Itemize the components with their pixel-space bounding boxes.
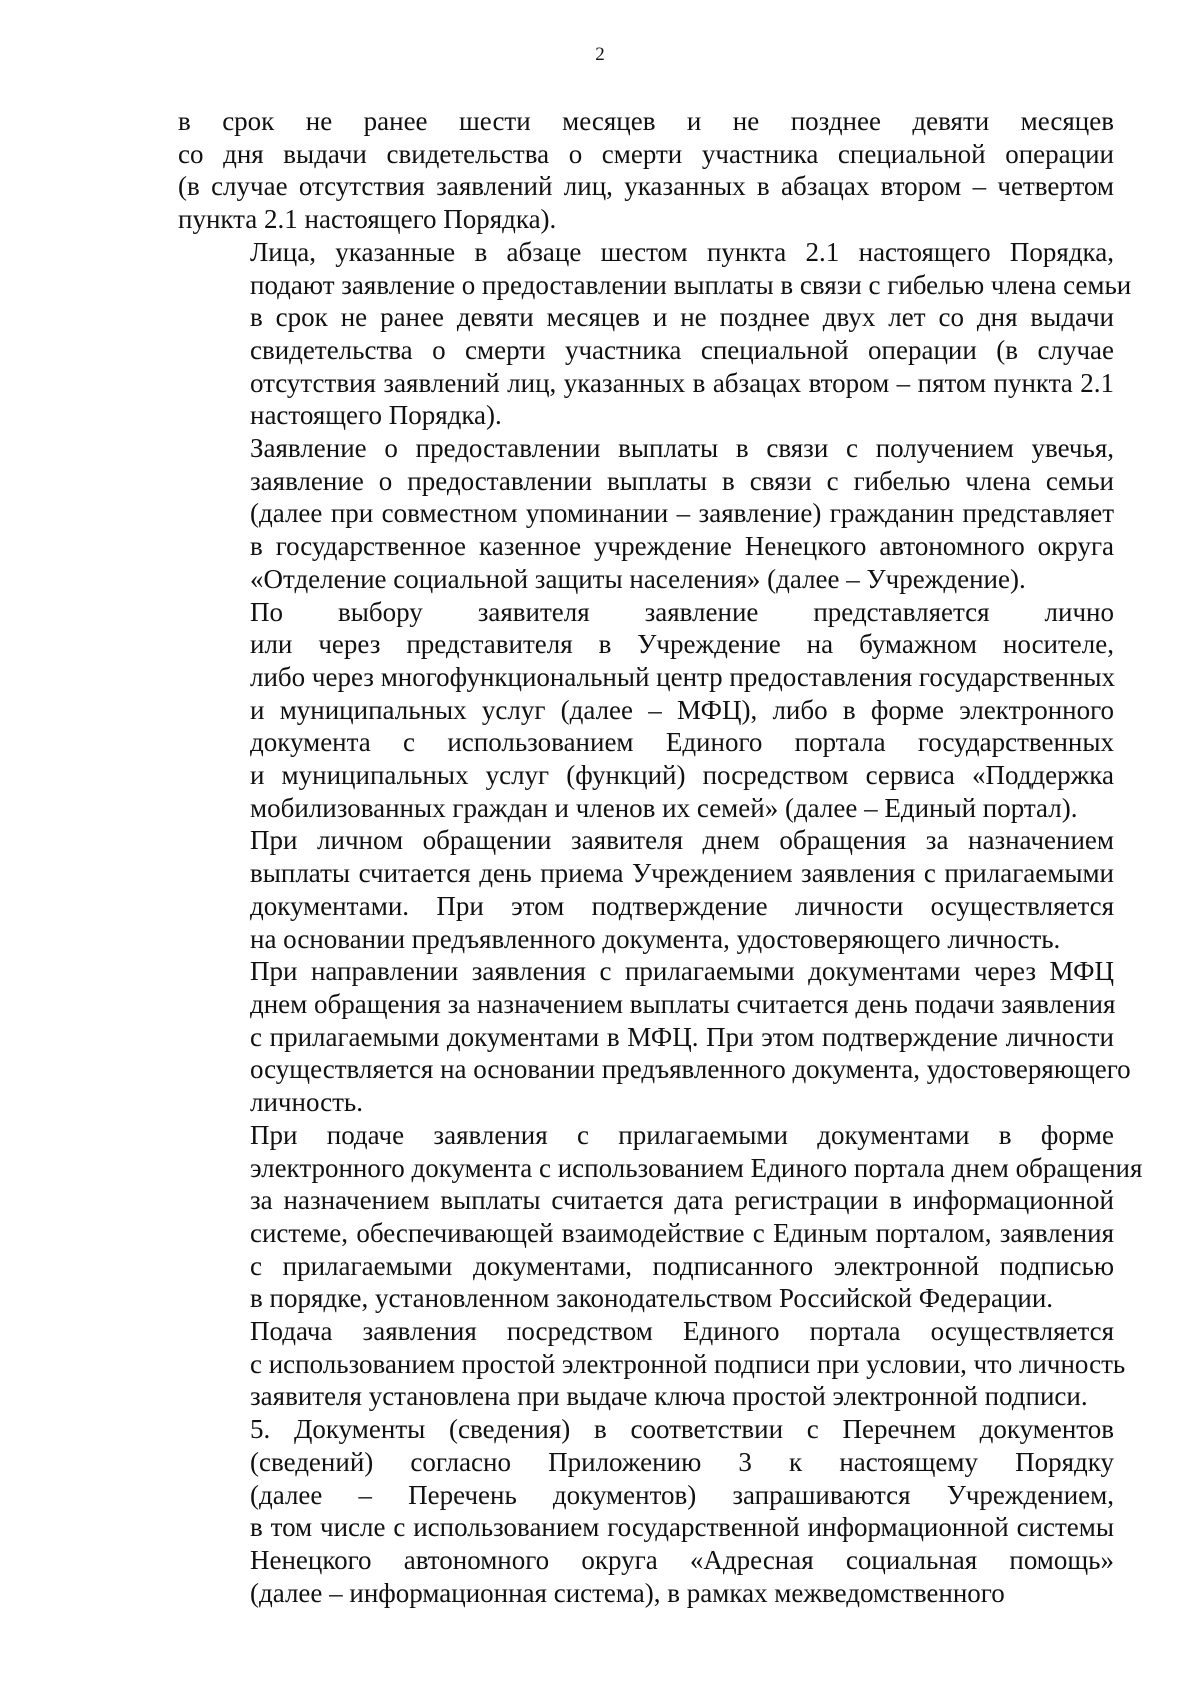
text-line: (далее – информационная система), в рамках межведомственного: [250, 1577, 1005, 1608]
text-line: днем обращения за назначением выплаты считается день подачи заявления: [250, 988, 1116, 1019]
text-line: Подача заявления посредством Единого портала осуществляется: [250, 1316, 1114, 1347]
text-line: (сведений) согласно Приложению 3 к настоящему Порядку: [250, 1446, 1114, 1477]
text-line: или через представителя в Учреждение на бумажном носителе,: [250, 629, 1114, 660]
text-line: По выбору заявителя заявление представляется лично: [250, 596, 1114, 627]
paragraph-6-via-mfc: [178, 955, 1131, 1119]
text-line: свидетельства о смерти участника специальной операции (в случае: [250, 334, 1114, 365]
text-line: в срок не ранее шести месяцев и не позднее девяти месяцев: [178, 106, 1114, 136]
text-line: Лица, указанные в абзаце шестом пункта 2.1 настоящего Порядка,: [250, 236, 1114, 267]
text-line: в порядке, установленном законодательством Российской Федерации.: [250, 1283, 1054, 1314]
document-body: [178, 105, 1143, 1609]
text-line: либо через многофункциональный центр предоставления государственных: [250, 661, 1116, 692]
text-line: пункта 2.1 настоящего Порядка).: [178, 204, 557, 235]
paragraph-5-personal-visit: [178, 824, 1114, 955]
text-line: заявление о предоставлении выплаты в связи с гибелью члена семьи: [250, 465, 1114, 496]
text-line: «Отделение социальной защиты населения» (далее – Учреждение).: [250, 563, 1026, 594]
text-line: 5. Документы (сведения) в соответствии с Перечнем документов: [250, 1414, 1114, 1445]
paragraph-1-application-deadline-continuation: [178, 105, 1114, 236]
text-line: системе, обеспечивающей взаимодействие с Единым порталом, заявления: [250, 1217, 1114, 1248]
text-line: мобилизованных граждан и членов их семей» (далее – Единый портал).: [250, 792, 1078, 823]
paragraph-7-electronic-submission: [178, 1119, 1143, 1315]
text-line: заявителя установлена при выдаче ключа простой электронной подписи.: [250, 1381, 1088, 1412]
paragraph-8-simple-electronic-signature: [178, 1315, 1126, 1413]
page-number: 2: [595, 44, 605, 65]
text-line: При направлении заявления с прилагаемыми документами через МФЦ: [250, 956, 1114, 987]
text-line: выплаты считается день приема Учреждением заявления с прилагаемыми: [250, 858, 1114, 889]
text-line: и муниципальных услуг (функций) посредством сервиса «Поддержка: [250, 760, 1114, 791]
text-line: с прилагаемыми документами в МФЦ. При этом подтверждение личности: [250, 1021, 1114, 1052]
text-line: отсутствия заявлений лиц, указанных в абзацах втором – пятом пункта 2.1: [250, 367, 1114, 398]
text-line: в том числе с использованием государственной информационной системы: [250, 1512, 1114, 1543]
text-line: и муниципальных услуг (далее – МФЦ), либо в форме электронного: [250, 694, 1114, 725]
text-line: Ненецкого автономного округа «Адресная социальная помощь»: [250, 1544, 1114, 1575]
text-line: со дня выдачи свидетельства о смерти участника специальной операции: [178, 138, 1114, 169]
text-line: в государственное казенное учреждение Ненецкого автономного округа: [250, 531, 1114, 562]
text-line: (далее при совместном упоминании – заявление) гражданин представляет: [250, 498, 1114, 529]
text-line: подают заявление о предоставлении выплаты в связи с гибелью члена семьи: [250, 269, 1132, 300]
paragraph-4-submission-methods: [178, 596, 1114, 825]
paragraph-3-application-submission-institution: [178, 432, 1114, 596]
text-line: (в случае отсутствия заявлений лиц, указанных в абзацах втором – четвертом: [178, 171, 1114, 202]
text-line: за назначением выплаты считается дата регистрации в информационной: [250, 1185, 1114, 1216]
paragraph-9-documents-request: [178, 1413, 1114, 1609]
text-line: (далее – Перечень документов) запрашиваются Учреждением,: [250, 1479, 1114, 1510]
text-line: с прилагаемыми документами, подписанного электронной подписью: [250, 1250, 1114, 1281]
paragraph-2-other-persons-deadline: [178, 236, 1132, 432]
text-line: в срок не ранее девяти месяцев и не позднее двух лет со дня выдачи: [250, 302, 1114, 333]
text-line: документа с использованием Единого портала государственных: [250, 727, 1114, 758]
text-line: с использованием простой электронной подписи при условии, что личность: [250, 1348, 1126, 1379]
text-line: документами. При этом подтверждение личности осуществляется: [250, 890, 1114, 921]
text-line: на основании предъявленного документа, удостоверяющего личность.: [250, 923, 1061, 954]
text-line: личность.: [250, 1087, 363, 1118]
text-line: При подаче заявления с прилагаемыми документами в форме: [250, 1119, 1114, 1150]
text-line: Заявление о предоставлении выплаты в связи с получением увечья,: [250, 433, 1114, 464]
text-line: электронного документа с использованием Единого портала днем обращения: [250, 1152, 1143, 1183]
text-line: При личном обращении заявителя днем обращения за назначением: [250, 825, 1114, 856]
text-line: осуществляется на основании предъявленного документа, удостоверяющего: [250, 1054, 1131, 1085]
text-line: настоящего Порядка).: [250, 400, 502, 431]
